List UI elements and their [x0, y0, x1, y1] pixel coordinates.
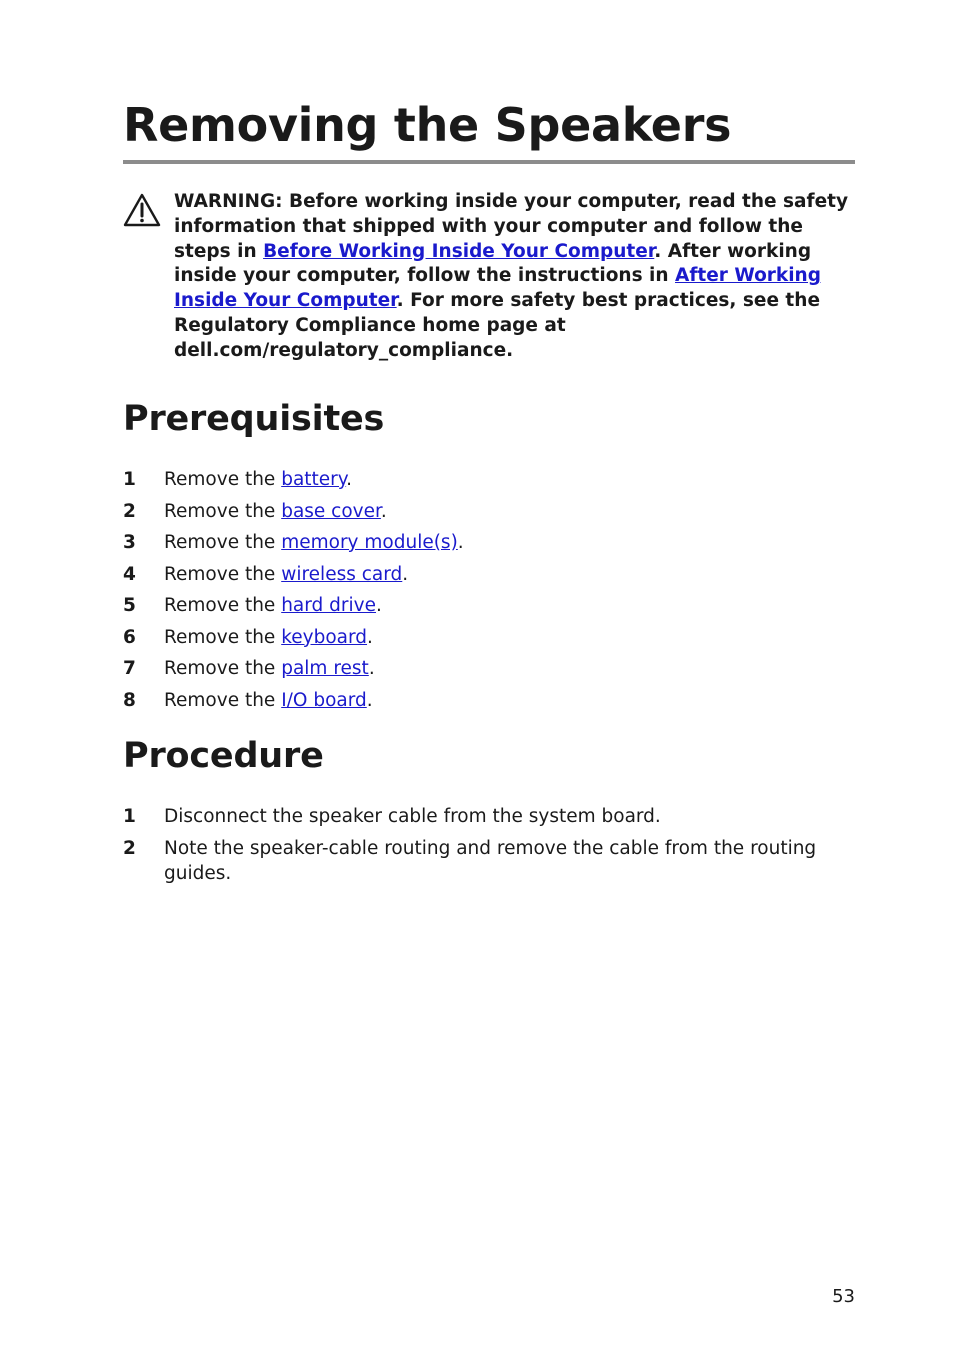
prerequisites-list	[123, 467, 855, 719]
step-text: Remove the	[164, 658, 282, 679]
step-number: 7	[123, 658, 136, 679]
step-end: .	[368, 658, 375, 679]
page-number: 53	[832, 1286, 855, 1307]
step-end: .	[367, 626, 373, 648]
step-text: Remove the	[164, 595, 282, 616]
step-text: Remove the	[164, 563, 282, 585]
step-text: Remove the	[164, 500, 282, 522]
step-end: .	[380, 500, 387, 522]
step-number: 2	[123, 500, 136, 522]
warning-triangle-icon	[123, 193, 161, 227]
step-end: .	[402, 563, 409, 585]
warning-text	[174, 190, 854, 364]
step-number: 1	[123, 806, 136, 827]
title-rule	[123, 160, 855, 164]
warning-prefix: WARNING: Before working inside your computer, read the safety information that shipped with your computer and follow the steps in	[174, 191, 849, 262]
step-end: .	[376, 595, 382, 616]
prerequisite-step	[123, 625, 855, 650]
procedure-heading: Procedure	[123, 736, 324, 776]
battery-link[interactable]: battery	[281, 469, 347, 490]
wireless-card-link[interactable]: wireless card	[281, 563, 403, 585]
io-board-link[interactable]: I/O board	[281, 689, 367, 711]
step-text: Remove the	[164, 689, 282, 711]
prerequisite-step	[123, 688, 855, 713]
step-end: .	[366, 689, 373, 711]
warning-suffix: . For more safety best practices, see the Regulatory Compliance home page at dell.com/regulatory_compliance.	[174, 290, 820, 361]
step-number: 2	[123, 837, 136, 859]
palm-rest-link[interactable]: palm rest	[281, 658, 369, 679]
step-text: Disconnect the speaker cable from the system board.	[164, 806, 661, 827]
prerequisite-step	[123, 562, 855, 587]
procedure-list	[123, 804, 855, 892]
prerequisite-step	[123, 656, 855, 681]
page-title: Removing the Speakers	[123, 98, 732, 152]
base-cover-link[interactable]: base cover	[281, 500, 381, 522]
step-number: 5	[123, 595, 136, 616]
procedure-step	[123, 836, 855, 886]
step-end: .	[346, 469, 352, 490]
step-number: 6	[123, 626, 136, 648]
step-number: 1	[123, 469, 136, 490]
prerequisite-step	[123, 467, 855, 492]
after-working-link[interactable]: After Working Inside Your Computer	[174, 265, 821, 312]
step-end: .	[457, 532, 464, 553]
hard-drive-link[interactable]: hard drive	[281, 595, 376, 616]
warning-middle: . After working inside your computer, follow the instructions in	[174, 240, 812, 287]
procedure-step	[123, 804, 855, 829]
memory-modules-link[interactable]: memory module(s)	[281, 532, 458, 553]
step-number: 8	[123, 689, 136, 711]
step-text: Remove the	[164, 626, 282, 648]
prerequisite-step	[123, 530, 855, 555]
keyboard-link[interactable]: keyboard	[281, 626, 368, 648]
step-number: 4	[123, 563, 136, 585]
step-text: Remove the	[164, 469, 282, 490]
prerequisites-heading: Prerequisites	[123, 399, 385, 439]
prerequisite-step	[123, 593, 855, 618]
step-number: 3	[123, 532, 136, 553]
before-working-link[interactable]: Before Working Inside Your Computer	[263, 240, 655, 262]
prerequisite-step	[123, 499, 855, 524]
step-text: Remove the	[164, 532, 282, 553]
step-text: Note the speaker-cable routing and remove the cable from the routing guides.	[164, 837, 817, 884]
